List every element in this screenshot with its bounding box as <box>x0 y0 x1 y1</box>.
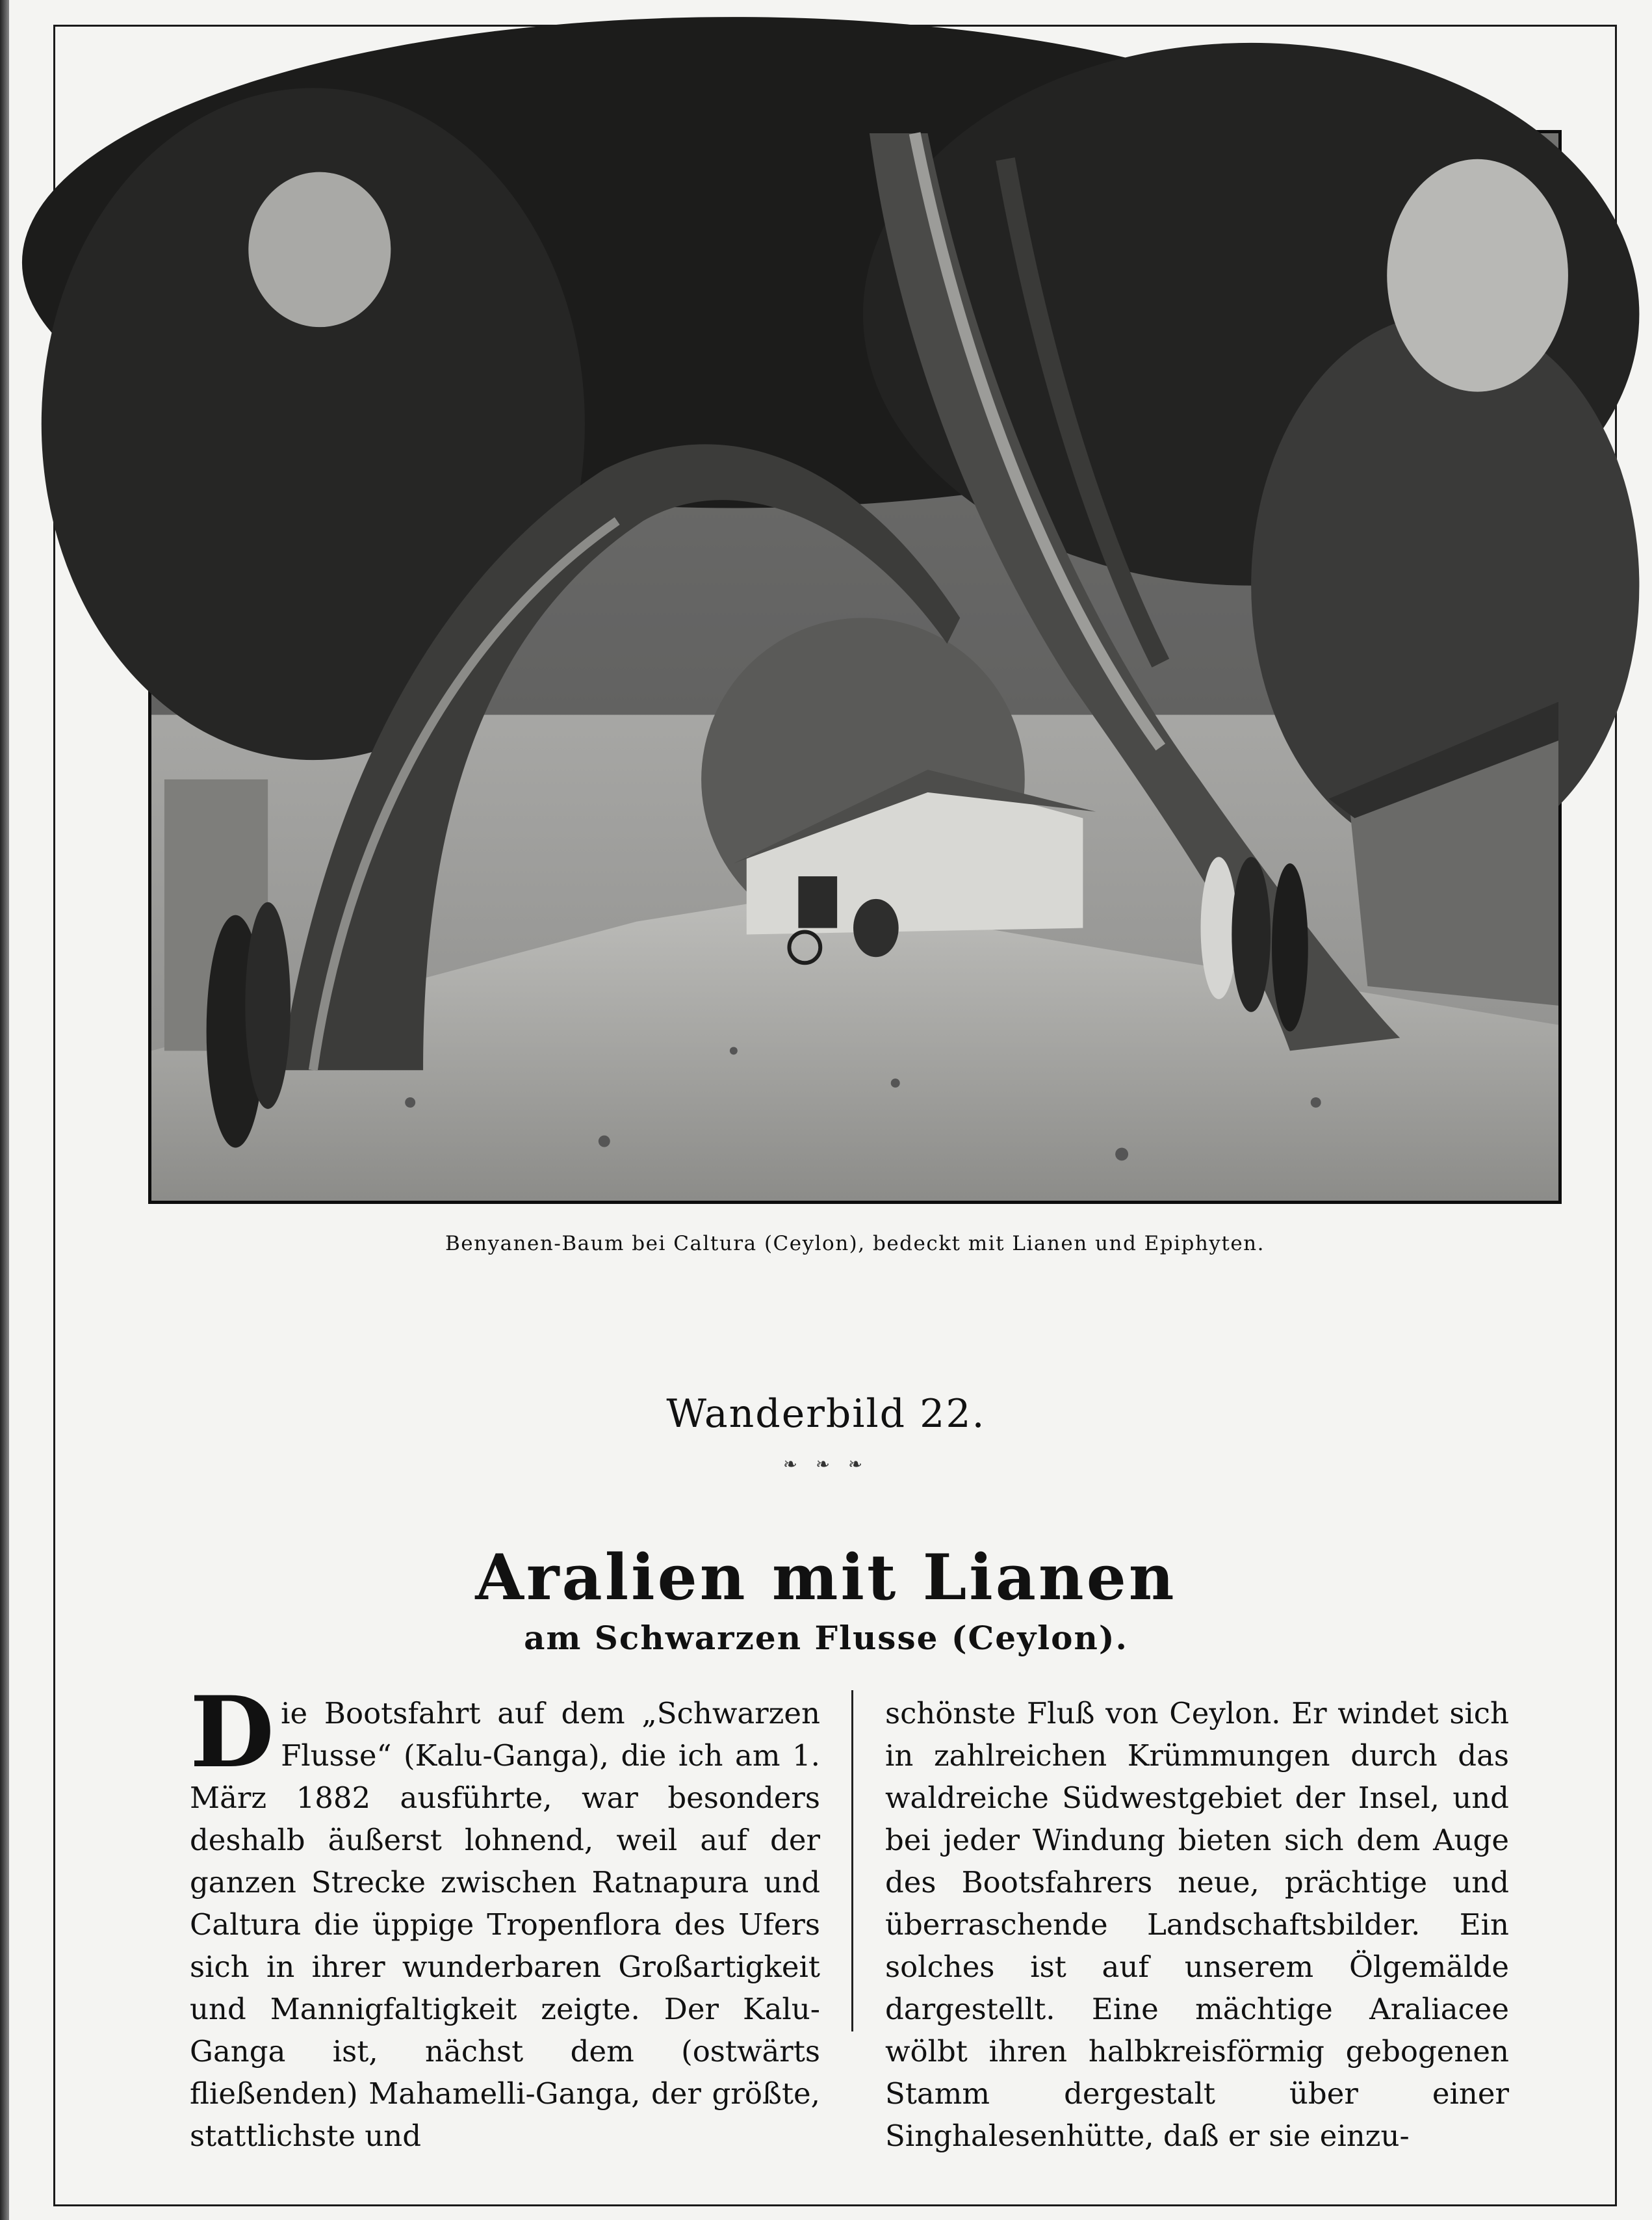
article-subtitle: am Schwarzen Flusse (Ceylon). <box>524 1619 1128 1657</box>
banyan-tree-photograph <box>148 130 1562 1204</box>
left-column-text: ie Bootsfahrt auf dem „Schwarzen Flusse“ (Kalu-Ganga), die ich am 1. März 1882 ausführte, war besonders deshalb äußerst lohnend, weil auf der ganzen Strecke zwischen Ratnapura und Caltura die üppige Tropenflora des Ufers sich in ihrer wunderbaren Großartigkeit und Mannigfaltigkeit zeigte. Der Kalu-Ganga ist, nächst dem (ostwärts fließenden) Mahamelli-Ganga, der größte, stattlichste und <box>190 1696 820 2153</box>
section-label: Wanderbild 22. <box>666 1391 986 1437</box>
right-column <box>885 1692 1509 2153</box>
right-column-text: schönste Fluß von Ceylon. Er windet sich in zahlreichen Krümmungen durch das waldreiche Südwestgebiet der Insel, und bei jeder Windung bieten sich dem Auge des Bootsfahrers neue, prächtige und überraschende Landschaftsbilder. Ein solches ist auf unserem Ölgemälde dargestellt. Eine mächtige Araliacee wölbt ihren halbkreisförmig gebogenen Stamm dergestalt über einer Singhalesenhütte, daß er sie einzu- <box>885 1696 1509 2153</box>
drop-cap: D <box>190 1675 275 1790</box>
photo-caption: Benyanen-Baum bei Caltura (Ceylon), bedeckt mit Lianen und Epiphyten. <box>445 1232 1265 1255</box>
photo-illustration <box>151 133 1558 1201</box>
left-column <box>190 1675 820 2153</box>
column-divider <box>851 1690 853 2031</box>
page-edge <box>0 0 9 2220</box>
article-title: Aralien mit Lianen <box>475 1541 1177 1614</box>
ornament-divider: ❧ ❧ ❧ <box>783 1455 869 1474</box>
